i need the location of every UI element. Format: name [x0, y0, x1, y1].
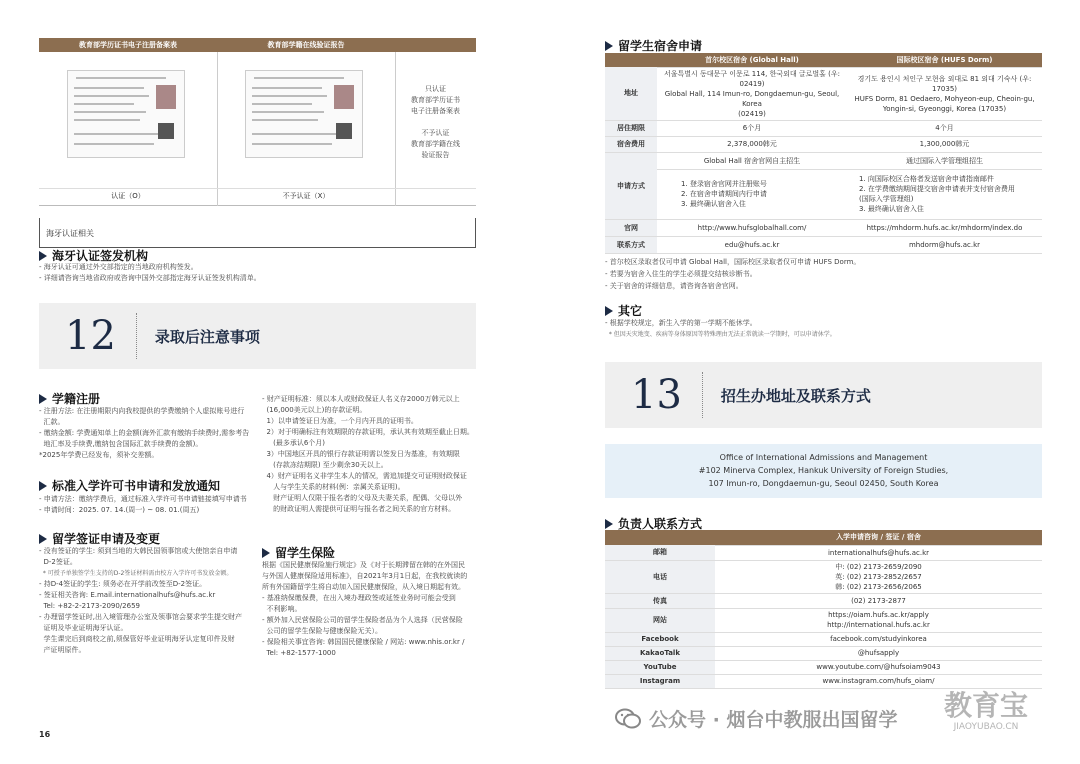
dorm-col-seoul: 首尔校区宿舍 (Global Hall) — [657, 53, 847, 67]
reg-line: 汇款。 — [39, 418, 65, 426]
finance-line: (存款冻结期限) 至少剩余30天以上。 — [262, 461, 388, 469]
cell-line: 서울특별시 동대문구 이문로 114, 한국외대 글로벌홀 (우: 02419) — [663, 69, 841, 88]
website-link[interactable]: https://oiam.hufs.ac.kr/apply — [828, 611, 929, 619]
reg-text — [39, 406, 249, 461]
cell: 1,300,000韩元 — [847, 136, 1042, 152]
visa-line: * 可授予单独签学生支持的D-2签证材料需由校方入学许可书发放金额。 — [39, 570, 233, 577]
banner-title: 招生办地址及联系方式 — [720, 386, 871, 405]
finance-line: (最多承认6个月) — [262, 439, 326, 447]
cell-line: 2. 在学费缴纳期间提交宿舍申请表并支付宿舍费用 — [859, 185, 1015, 193]
cell-line: 1. 登录宿舍官网并注册账号 — [681, 180, 767, 188]
site-watermark — [944, 690, 1028, 733]
cert-note — [395, 84, 476, 161]
cert-note-line: 只认证 — [425, 85, 446, 93]
dorm-note: - 关于宿舍的详细信息，请咨询各宿舍官网。 — [605, 282, 743, 290]
cell-line: 3. 最终确认宿舍入住 — [681, 200, 746, 208]
dorm-email[interactable]: mhdorm@hufs.ac.kr — [847, 236, 1042, 253]
hague-box-text: 海牙认证相关 — [46, 229, 94, 238]
reg-line: - 缴纳金额: 学费通知单上的金额(海外汇款有缴纳手续费时,需参考告 — [39, 429, 250, 437]
page-number: 16 — [39, 730, 51, 739]
triangle-bullet-icon — [605, 306, 613, 316]
triangle-bullet-icon — [262, 548, 270, 558]
insurance-line: 根据《国民健康保险施行规定》及《对于长期滞留在韩的在外国民 — [262, 561, 465, 569]
other-line: * 但因天灾地变、疾病等身体原因等特殊理由无法正常就读一学期时，可以申请休学。 — [605, 331, 836, 338]
row-label: 居住期限 — [605, 120, 657, 136]
hague-line: - 详细请咨询当地省政府或咨询中国外交部指定海牙认证签发机构清单。 — [39, 274, 261, 282]
contact-label: 电话 — [605, 560, 715, 593]
cell: 通过国际入学管理组招生 — [847, 152, 1042, 169]
dorm-email[interactable]: edu@hufs.ac.kr — [657, 236, 847, 253]
dorm-col-global: 国际校区宿舍 (HUFS Dorm) — [847, 53, 1042, 67]
cell-line: Global Hall, 114 Imun-ro, Dongdaemun-gu, Seoul, Korea — [664, 89, 840, 108]
permit-line: - 申请时间：2025. 07. 14.(周一) ~ 08. 01.(周五) — [39, 506, 200, 514]
insurance-line: - 额外加入民营保险公司的留学生保险者品为个人选择（民营保险 — [262, 616, 463, 624]
cell: 2,378,000韩元 — [657, 136, 847, 152]
dorm-notes — [605, 256, 860, 292]
phone-line: 韩: (02) 2173-2656/2065 — [835, 582, 922, 591]
finance-line: 2）对于明确标注有效期限的存款证明，承认其有效期至截止日期。 — [262, 428, 474, 436]
finance-line: 人与学生关系的材料(例：亲属关系证明)。 — [262, 483, 405, 491]
other-title: 其它 — [618, 304, 643, 318]
visa-line: - 没有签证的学生: 须到当地的大韩民国领事馆或大使馆亲自申请 — [39, 547, 238, 555]
insurance-line: - 保险相关事宜咨询: 韩国国民健康保险 / 网站: www.nhis.or.kr / — [262, 638, 465, 646]
caption-no: 不予认证（X） — [282, 192, 330, 200]
visa-line: D-2签证。 — [39, 558, 77, 566]
finance-line: 的财政证明人需提供可证明与报名者之间关系的官方材料。 — [262, 505, 456, 513]
insurance-title: 留学生保险 — [275, 546, 336, 560]
youtube-link[interactable]: www.youtube.com/@hufsoiam9043 — [715, 660, 1042, 674]
banner-number: 12 — [39, 313, 137, 359]
permit-text — [39, 494, 247, 516]
dorm-link[interactable]: https://mhdorm.hufs.ac.kr/mhdorm/index.do — [847, 219, 1042, 236]
contact-label: 传真 — [605, 593, 715, 608]
reg-title: 学籍注册 — [52, 392, 101, 406]
cell-line: 경기도 용인시 처인구 모현읍 외대로 81 외대 기숙사 (우: 17035) — [857, 74, 1032, 93]
hague-box — [39, 218, 476, 248]
dorm-title: 留学生宿舍申请 — [618, 39, 703, 53]
contact-label: 网站 — [605, 608, 715, 632]
contact-label: 邮箱 — [605, 545, 715, 560]
section-banner-12 — [39, 303, 476, 369]
registration-record-image — [67, 70, 185, 158]
visa-text — [39, 546, 242, 656]
cell-line: 2. 在宿舍申请期间内行申请 — [681, 190, 767, 198]
triangle-bullet-icon — [39, 251, 47, 261]
contact-label: Facebook — [605, 632, 715, 646]
facebook-link[interactable]: facebook.com/studyinkorea — [715, 632, 1042, 646]
visa-line: - 办理留学签证时,出入境管理办公室及领事馆会要求学生提交财产 — [39, 613, 242, 621]
triangle-bullet-icon — [39, 481, 47, 491]
hague-title: 海牙认证签发机构 — [52, 249, 149, 263]
dorm-table — [605, 53, 1042, 254]
finance-line: 财产证明人仅限于报名者的父母及夫妻关系，配偶、父母以外 — [262, 494, 463, 502]
contact-email[interactable]: internationalhufs@hufs.ac.kr — [715, 545, 1042, 560]
cell: 6个月 — [657, 120, 847, 136]
cert-note-line: 教育部学历证书 — [411, 96, 460, 104]
address-line: #102 Minerva Complex, Hankuk University of Foreign Studies, — [698, 466, 949, 475]
finance-line: - 财产证明标准：须以本人或财政保证人名义存2000万韩元以上 — [262, 395, 460, 403]
address-box — [605, 444, 1042, 498]
row-label: 申请方式 — [605, 152, 657, 219]
website-link[interactable]: http://international.hufs.ac.kr — [827, 621, 930, 629]
insurance-line: 不利影响。 — [262, 605, 302, 613]
row-label: 官网 — [605, 219, 657, 236]
finance-line: 3）中国地区开具的银行存款证明需以签发日为基准，有效期限 — [262, 450, 460, 458]
phone-line: 英: (02) 2173-2852/2657 — [835, 572, 922, 581]
visa-line: Tel: +82-2-2173-2090/2659 — [39, 602, 140, 610]
banner-title: 录取后注意事项 — [154, 327, 260, 346]
row-label: 地址 — [605, 67, 657, 120]
permit-title: 标准入学许可书申请和发放通知 — [52, 479, 221, 493]
dorm-link[interactable]: http://www.hufsglobalhall.com/ — [657, 219, 847, 236]
insurance-line: 与外国人健康保险适用标准》，自2021年3月1日起，在我校就读的 — [262, 572, 468, 580]
wechat-icon — [615, 708, 641, 730]
site-watermark-big: 教育宝 — [944, 689, 1029, 722]
dorm-note: - 首尔校区录取者仅可申请 Global Hall，国际校区录取者仅可申请 HUFS Dorm。 — [605, 258, 861, 266]
visa-line: 学生课完后到商校之前,须保管好毕业证明海牙认定复印件及财 — [39, 635, 235, 643]
insurance-heading — [262, 544, 335, 561]
caption-ok: 认证（O） — [111, 192, 145, 200]
reg-line: 地汇率及手续费,缴纳包含国际汇款手续费的金额)。 — [39, 440, 203, 448]
visa-line: - 持D-4签证的学生: 须务必在开学前改签至D-2签证。 — [39, 580, 207, 588]
reg-line: - 注册方法: 在注册期限内向我校提供的学费缴纳个人虚拟账号进行 — [39, 407, 245, 415]
contact-table — [605, 530, 1042, 689]
triangle-bullet-icon — [39, 534, 47, 544]
visa-heading — [39, 530, 160, 547]
section-banner-13 — [605, 362, 1042, 428]
finance-line: 4）财产证明名义非学生本人的情况，需追加提交可证明财政保证 — [262, 472, 467, 480]
dorm-heading — [605, 37, 702, 54]
cert-table — [39, 38, 476, 206]
cert-note-line: 不予认证 — [421, 129, 450, 137]
insurance-line: - 基准纳保缴保费，在出入境办理政签或延签业务时可能会受到 — [262, 594, 456, 602]
visa-line: 产证明原件。 — [39, 646, 86, 654]
contact-header: 入学申请咨询 / 签证 / 宿舍 — [715, 530, 1042, 545]
insurance-line: 所有外国籍留学生将自动加入国民健康保险，从入境日期起有效。 — [262, 583, 465, 591]
row-label: 宿舍费用 — [605, 136, 657, 152]
other-line: - 根据学校规定，新生入学的第一学期不能休学。 — [605, 319, 757, 327]
verification-report-image — [245, 70, 363, 158]
finance-line: (16,000美元以上)的存款证明。 — [262, 406, 367, 414]
hague-line: - 海牙认证可通过外交部指定的当地政府机构签发。 — [39, 263, 198, 271]
insurance-text — [262, 560, 467, 659]
wechat-watermark — [615, 705, 897, 732]
cell-line: Yongin-si, Gyeonggi, Korea (17035) — [882, 104, 1007, 113]
cert-note-line: 电子注册备案表 — [411, 107, 460, 115]
reg-heading — [39, 390, 100, 407]
visa-title: 留学签证申请及变更 — [52, 532, 161, 546]
contact-title: 负责人联系方式 — [618, 517, 703, 531]
instagram-link[interactable]: www.instagram.com/hufs_oiam/ — [715, 674, 1042, 688]
kakaotalk-id[interactable]: @hufsapply — [715, 646, 1042, 660]
phone-line: 中: (02) 2173-2659/2090 — [835, 562, 922, 571]
cell-line: 3. 最终确认宿舍入住 — [859, 205, 924, 213]
insurance-line: 公司的留学生保险与健康保险无关）。 — [262, 627, 382, 635]
permit-line: - 申请方法：缴纳学费后，通过标准入学许可书申请链接填写申请书 — [39, 495, 247, 503]
reg-line: *2025年学费已经发布，须补交差额。 — [39, 451, 159, 459]
hague-text — [39, 262, 261, 284]
cell-line: 1. 向国际校区合格者发送宿舍申请指南邮件 — [859, 175, 994, 183]
cell-line: (02419) — [738, 109, 766, 118]
cell-line: HUFS Dorm, 81 Oedaero, Mohyeon-eup, Cheoin-gu, — [854, 94, 1035, 103]
cell: 4个月 — [847, 120, 1042, 136]
site-watermark-small: JIAOYUBAO.CN — [953, 722, 1019, 732]
triangle-bullet-icon — [605, 41, 613, 51]
cert-note-line: 教育部学籍在线 — [411, 140, 460, 148]
contact-label: Instagram — [605, 674, 715, 688]
other-heading — [605, 302, 642, 319]
permit-heading — [39, 477, 220, 494]
banner-number: 13 — [605, 372, 703, 418]
contact-label: YouTube — [605, 660, 715, 674]
address-line: 107 Imun-ro, Dongdaemun-gu, Seoul 02450, South Korea — [708, 479, 939, 488]
triangle-bullet-icon — [605, 519, 613, 529]
row-label: 联系方式 — [605, 236, 657, 253]
address-line: Office of International Admissions and Management — [719, 453, 928, 462]
finance-line: 1）以申请签证日为准，一个月内开具的证明书。 — [262, 417, 418, 425]
cell: Global Hall 宿舍官网自主招生 — [657, 152, 847, 169]
fax-value: (02) 2173-2877 — [715, 593, 1042, 608]
visa-line: 证明及毕业证明海牙认证。 — [39, 624, 128, 632]
cert-header-2: 教育部学籍在线验证报告 — [267, 41, 345, 49]
insurance-line: Tel: +82-1577-1000 — [262, 649, 336, 657]
contact-label: KakaoTalk — [605, 646, 715, 660]
other-text — [605, 318, 836, 340]
visa-line: - 签证相关咨询: E.mail.internationalhufs@hufs.ac.kr — [39, 591, 216, 599]
cert-note-line: 验证报告 — [421, 151, 450, 159]
finance-text — [262, 394, 474, 515]
triangle-bullet-icon — [39, 394, 47, 404]
cert-header-1: 教育部学历证书电子注册备案表 — [79, 41, 177, 49]
wechat-watermark-text: 公众号 · 烟台中教服出国留学 — [649, 709, 898, 731]
cell-line: (国际入学管理组) — [859, 195, 914, 203]
dorm-note: - 若要为宿舍入住生的学生必须提交结核诊断书。 — [605, 270, 757, 278]
